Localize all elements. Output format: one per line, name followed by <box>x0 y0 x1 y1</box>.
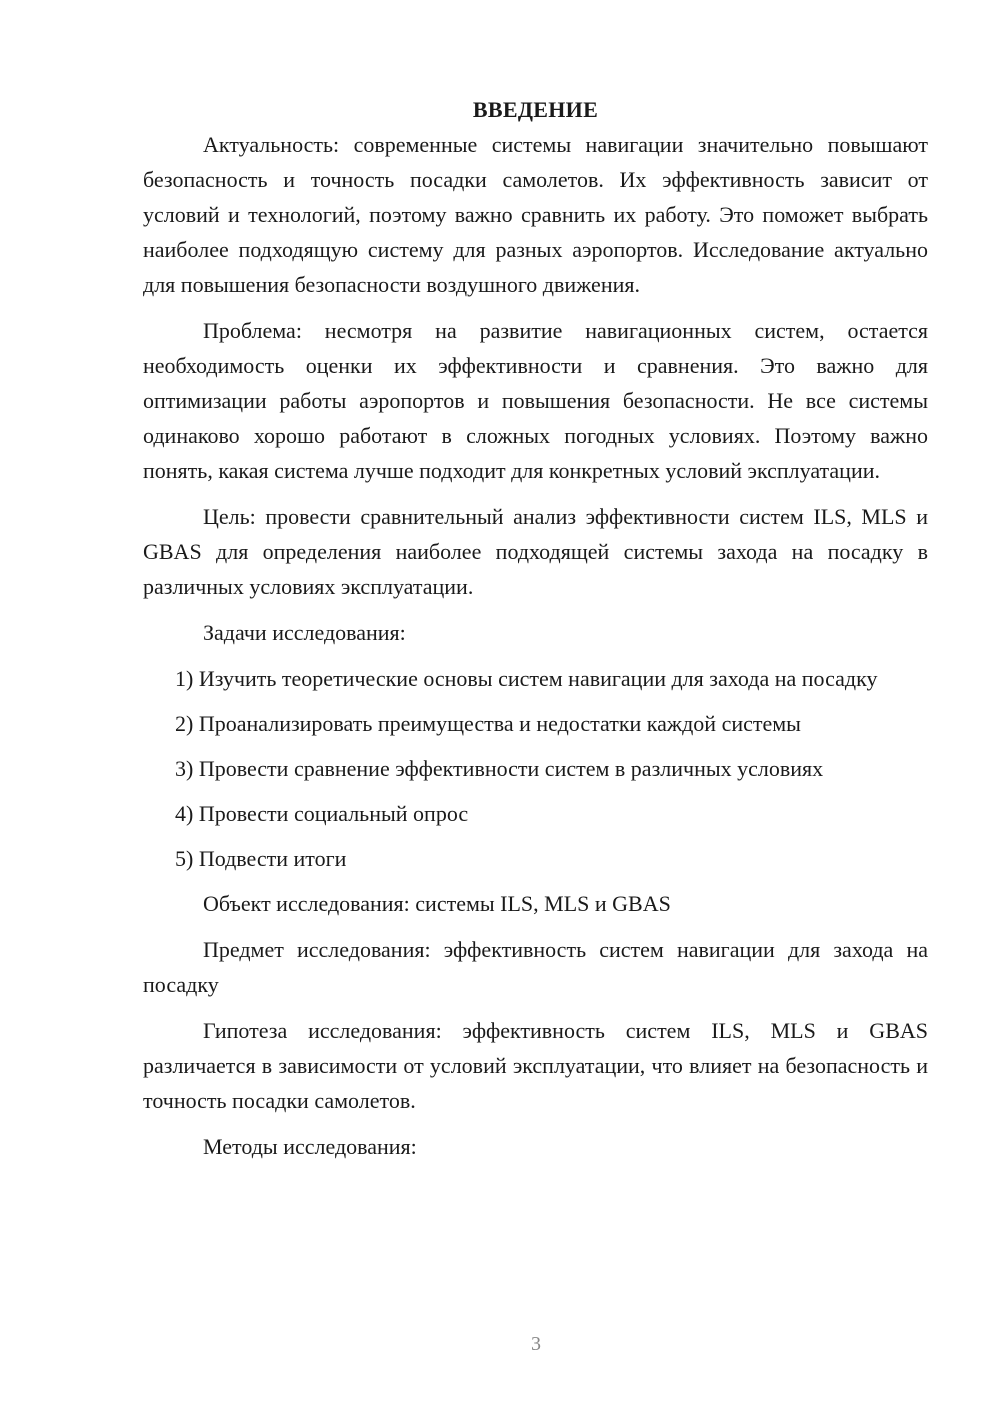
paragraph-methods: Методы исследования: <box>203 1134 417 1159</box>
tasks-heading: Задачи исследования: <box>203 620 406 645</box>
paragraph-hypothesis: Гипотеза исследования: эффективность систем ILS, MLS и GBAS различается в зависимости от условий эксплуатации, что влияет на безопасность и точность посадки самолетов. <box>143 1018 928 1113</box>
task-item: 3) Провести сравнение эффективности систем в различных условиях <box>175 756 824 781</box>
task-item: 5) Подвести итоги <box>175 846 347 871</box>
paragraph-object: Объект исследования: системы ILS, MLS и GBAS <box>203 891 671 916</box>
task-item: 4) Провести социальный опрос <box>175 801 469 826</box>
paragraph-relevance: Актуальность: современные системы навигации значительно повышают безопасность и точность посадки самолетов. Их эффективность зависит от условий и технологий, поэтому важно сравнить их работу. Это поможет выбрать наиболее подходящую систему для разных аэропортов. Исследование актуально для повышения безопасности воздушного движения. <box>143 132 928 297</box>
page-title: ВВЕДЕНИЕ <box>472 97 599 122</box>
task-item: 2) Проанализировать преимущества и недостатки каждой системы <box>175 711 801 736</box>
paragraph-goal: Цель: провести сравнительный анализ эффективности систем ILS, MLS и GBAS для определения наиболее подходящей системы захода на посадку в различных условиях эксплуатации. <box>143 504 928 599</box>
task-item: 1) Изучить теоретические основы систем навигации для захода на посадку <box>175 666 878 691</box>
page-number: 3 <box>531 1333 541 1355</box>
paragraph-problem: Проблема: несмотря на развитие навигационных систем, остается необходимость оценки их эффективности и сравнения. Это важно для оптимизации работы аэропортов и повышения безопасности. Не все системы одинаково хорошо работают в сложных погодных условиях. Поэтому важно понять, какая система лучше подходит для конкретных условий эксплуатации. <box>143 318 928 483</box>
document-page <box>143 92 928 1175</box>
paragraph-subject: Предмет исследования: эффективность систем навигации для захода на посадку <box>143 937 928 997</box>
